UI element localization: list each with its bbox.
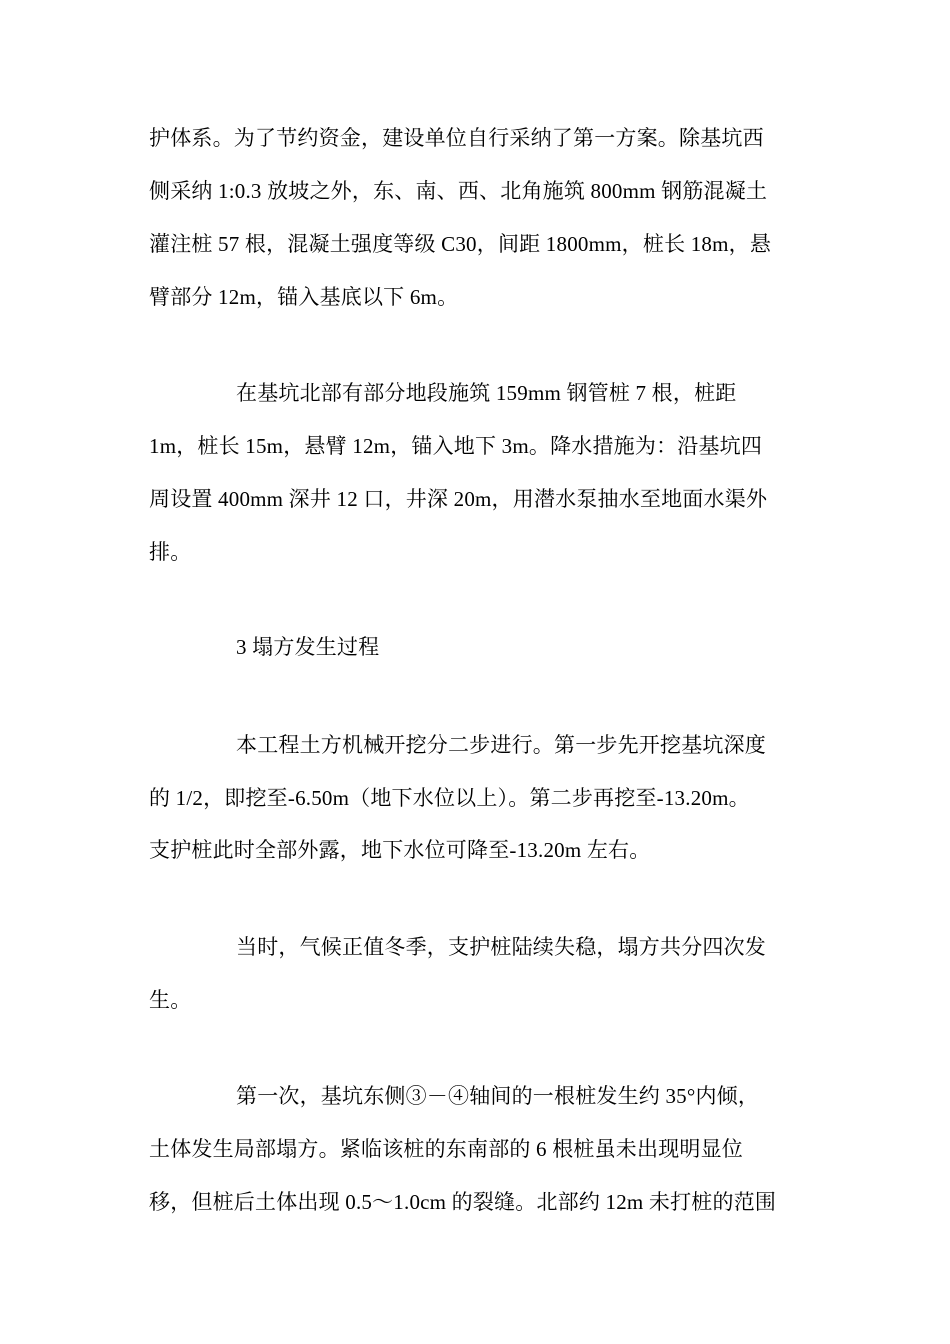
text-line: 移，但桩后土体出现 0.5～1.0cm 的裂缝。北部约 12m 未打桩的范围 [149,1190,777,1214]
text-line: 周设置 400mm 深井 12 口，井深 20m，用潜水泵抽水至地面水渠外 [149,487,768,511]
text-line: 臂部分 12m，锚入基底以下 6m。 [149,285,459,309]
text-line: 1m，桩长 15m，悬臂 12m，锚入地下 3m。降水措施为：沿基坑四 [149,434,763,458]
text-line: 护体系。为了节约资金，建设单位自行采纳了第一方案。除基坑西 [149,126,764,150]
text-line: 本工程土方机械开挖分二步进行。第一步先开挖基坑深度 [236,733,766,757]
section-heading: 3 塌方发生过程 [236,635,380,659]
text-line: 土体发生局部塌方。紧临该桩的东南部的 6 根桩虽未出现明显位 [149,1137,743,1161]
text-line: 排。 [149,540,192,564]
text-line: 的 1/2，即挖至-6.50m（地下水位以上）。第二步再挖至-13.20m。 [149,786,750,810]
text-line: 侧采纳 1:0.3 放坡之外，东、南、西、北角施筑 800mm 钢筋混凝土 [149,179,768,203]
text-line: 在基坑北部有部分地段施筑 159mm 钢管桩 7 根，桩距 [236,381,737,405]
text-line: 生。 [149,988,192,1012]
text-line: 第一次，基坑东侧③－④轴间的一根桩发生约 35°内倾， [236,1084,760,1108]
text-line: 当时，气候正值冬季，支护桩陆续失稳，塌方共分四次发 [236,935,766,959]
text-line: 支护桩此时全部外露，地下水位可降至-13.20m 左右。 [149,838,651,862]
text-line: 灌注桩 57 根，混凝土强度等级 C30，间距 1800mm，桩长 18m，悬 [149,232,772,256]
